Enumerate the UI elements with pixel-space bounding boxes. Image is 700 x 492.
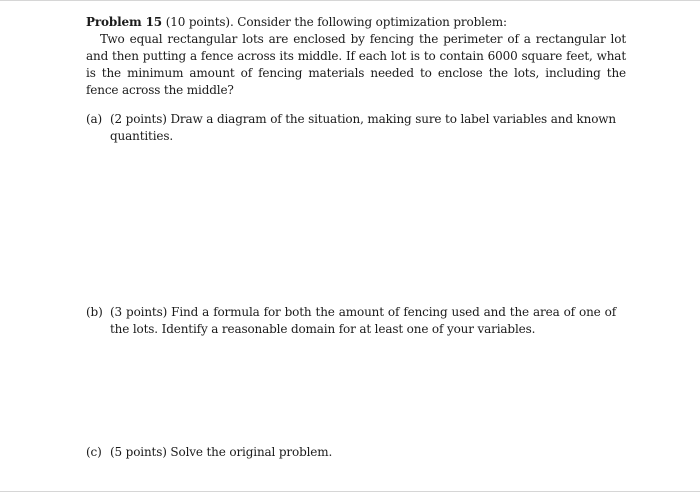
part-c-text: (5 points) Solve the original problem. [110,445,333,459]
part-a [86,111,616,145]
problem-title: Problem 15 [86,15,163,29]
part-c-label: (c) [86,445,102,459]
problem-intro: Consider the following optimization problem: [237,15,507,29]
problem-heading [86,14,626,31]
part-b-text: (3 points) Find a formula for both the amount of fencing used and the area of one of the lots. Identify a reasonable domain for at least one of your variables. [110,305,616,336]
problem-body: Two equal rectangular lots are enclosed by fencing the perimeter of a rectangular lot and then putting a fence across its middle. If each lot is to contain 6000 square feet, what is the minimum amount of fencing materials needed to enclose the lots, including the fence across the middle? [86,32,626,97]
problem-points: (10 points). [165,15,234,29]
problem-statement [86,14,626,99]
part-a-label: (a) [86,112,103,126]
part-c [86,444,616,461]
top-divider [0,0,700,1]
part-b-label: (b) [86,305,103,319]
part-a-text: (2 points) Draw a diagram of the situation, making sure to label variables and known quantities. [110,112,616,143]
part-b [86,304,616,338]
